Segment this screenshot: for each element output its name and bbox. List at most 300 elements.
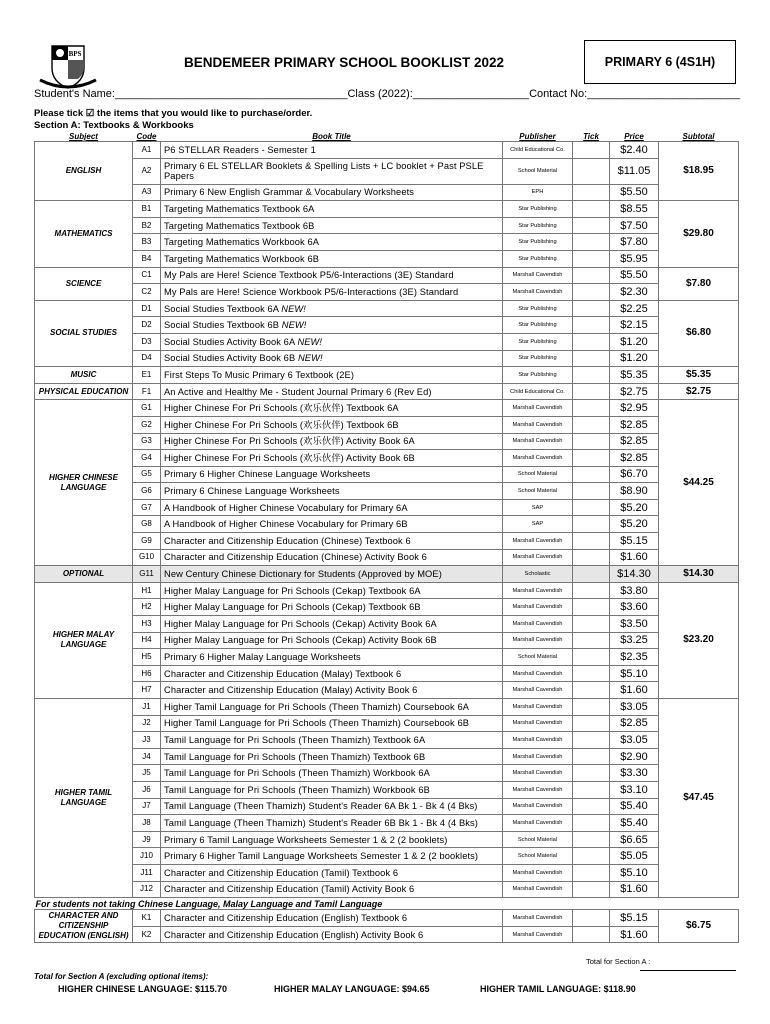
table-row bbox=[35, 926, 739, 943]
subtotal-cell: $7.80 bbox=[659, 267, 739, 300]
tick-box[interactable] bbox=[573, 715, 610, 732]
tick-box[interactable] bbox=[573, 466, 610, 483]
col-subject: Subject bbox=[69, 132, 98, 141]
book-title bbox=[161, 300, 503, 317]
publisher: SAP bbox=[503, 499, 573, 516]
price: $2.35 bbox=[610, 649, 659, 666]
tick-box[interactable] bbox=[573, 158, 610, 184]
item-code: H4 bbox=[133, 632, 161, 649]
table-row bbox=[35, 158, 739, 184]
tick-box[interactable] bbox=[573, 142, 610, 159]
book-title bbox=[161, 732, 503, 749]
book-title-text: Character and Citizenship Education (Malay) Textbook 6 bbox=[164, 668, 402, 679]
subject-cell: HIGHER MALAY LANGUAGE bbox=[35, 582, 133, 698]
table-row bbox=[35, 184, 739, 201]
tick-box[interactable] bbox=[573, 599, 610, 616]
book-title-text: P6 STELLAR Readers - Semester 1 bbox=[164, 144, 316, 155]
tick-box[interactable] bbox=[573, 433, 610, 450]
tick-box[interactable] bbox=[573, 632, 610, 649]
price: $3.50 bbox=[610, 616, 659, 633]
publisher: Marshall Cavendish bbox=[503, 781, 573, 798]
price: $2.75 bbox=[610, 383, 659, 400]
book-title-text: Character and Citizenship Education (English) Activity Book 6 bbox=[164, 929, 424, 940]
price: $3.60 bbox=[610, 599, 659, 616]
book-title bbox=[161, 499, 503, 516]
publisher: Marshall Cavendish bbox=[503, 798, 573, 815]
tick-box[interactable] bbox=[573, 781, 610, 798]
item-code: J12 bbox=[133, 881, 161, 898]
book-title-text: Primary 6 New English Grammar & Vocabulary Worksheets bbox=[164, 187, 415, 198]
publisher: Marshall Cavendish bbox=[503, 284, 573, 301]
malay-total: HIGHER MALAY LANGUAGE: $94.65 bbox=[274, 984, 430, 994]
item-code: A2 bbox=[133, 158, 161, 184]
item-code: H6 bbox=[133, 665, 161, 682]
book-title bbox=[161, 217, 503, 234]
book-title bbox=[161, 798, 503, 815]
price: $5.15 bbox=[610, 533, 659, 550]
book-title-text: Tamil Language (Theen Thamizh) Student's Reader 6A Bk 1 - Bk 4 (4 Bks) bbox=[164, 801, 478, 812]
table-row bbox=[35, 798, 739, 815]
note-text: For students not taking Chinese Language, Malay Language and Tamil Language bbox=[35, 898, 383, 909]
publisher: Marshall Cavendish bbox=[503, 400, 573, 417]
book-title-text: Higher Chinese For Pri Schools (欢乐伙伴) Textbook 6A bbox=[164, 403, 399, 414]
table-row bbox=[35, 499, 739, 516]
table-row bbox=[35, 748, 739, 765]
tick-box[interactable] bbox=[573, 910, 610, 927]
book-title bbox=[161, 483, 503, 500]
table-row bbox=[35, 765, 739, 782]
item-code: J4 bbox=[133, 748, 161, 765]
col-publisher: Publisher bbox=[519, 132, 556, 141]
price: $1.60 bbox=[610, 881, 659, 898]
subtotal-cell: $6.75 bbox=[659, 910, 739, 943]
price: $3.05 bbox=[610, 699, 659, 716]
tick-box[interactable] bbox=[573, 516, 610, 533]
book-title-text: Tamil Language for Pri Schools (Theen Thamizh) Workbook 6A bbox=[164, 768, 430, 779]
book-title bbox=[161, 533, 503, 550]
publisher: Star Publishing bbox=[503, 350, 573, 367]
table-row bbox=[35, 234, 739, 251]
book-title bbox=[161, 926, 503, 943]
book-title bbox=[161, 765, 503, 782]
book-title-text: Higher Tamil Language for Pri Schools (Theen Thamizh) Coursebook 6A bbox=[164, 701, 470, 712]
tick-box[interactable] bbox=[573, 184, 610, 201]
item-code: C1 bbox=[133, 267, 161, 284]
book-title-text: My Pals are Here! Science Workbook P5/6-Interactions (3E) Standard bbox=[164, 286, 459, 297]
tick-box[interactable] bbox=[573, 201, 610, 218]
subtotal-cell: $47.45 bbox=[659, 699, 739, 898]
student-name-field[interactable]: Student's Name:______________________________________ bbox=[34, 88, 348, 100]
subject-cell: OPTIONAL bbox=[35, 566, 133, 583]
table-row bbox=[35, 649, 739, 666]
price: $2.85 bbox=[610, 450, 659, 467]
table-row bbox=[35, 333, 739, 350]
item-code: D4 bbox=[133, 350, 161, 367]
book-title-text: Targeting Mathematics Textbook 6A bbox=[164, 203, 315, 214]
book-title-text: Tamil Language for Pri Schools (Theen Thamizh) Textbook 6B bbox=[164, 751, 426, 762]
table-row bbox=[35, 350, 739, 367]
subject-cell: ENGLISH bbox=[35, 142, 133, 201]
book-title-text: Character and Citizenship Education (Chinese) Textbook 6 bbox=[164, 535, 411, 546]
book-title bbox=[161, 616, 503, 633]
publisher: School Material bbox=[503, 466, 573, 483]
tick-box[interactable] bbox=[573, 234, 610, 251]
item-code: B2 bbox=[133, 217, 161, 234]
book-title-text: A Handbook of Higher Chinese Vocabulary for Primary 6B bbox=[164, 519, 408, 530]
item-code: G1 bbox=[133, 400, 161, 417]
book-title bbox=[161, 549, 503, 566]
item-code: G4 bbox=[133, 450, 161, 467]
book-title-text: Targeting Mathematics Workbook 6A bbox=[164, 237, 320, 248]
table-row bbox=[35, 566, 739, 583]
tick-box[interactable] bbox=[573, 864, 610, 881]
book-title bbox=[161, 267, 503, 284]
tick-box[interactable] bbox=[573, 549, 610, 566]
subtotal-cell: $2.75 bbox=[659, 383, 739, 400]
chinese-total: HIGHER CHINESE LANGUAGE: $115.70 bbox=[58, 984, 228, 994]
book-title bbox=[161, 748, 503, 765]
tick-box[interactable] bbox=[573, 499, 610, 516]
price: $6.70 bbox=[610, 466, 659, 483]
table-row bbox=[35, 317, 739, 334]
tick-box[interactable] bbox=[573, 217, 610, 234]
tick-box[interactable] bbox=[573, 699, 610, 716]
item-code: H3 bbox=[133, 616, 161, 633]
tick-box[interactable] bbox=[573, 582, 610, 599]
tick-box[interactable] bbox=[573, 284, 610, 301]
publisher: Marshall Cavendish bbox=[503, 582, 573, 599]
book-title bbox=[161, 582, 503, 599]
publisher: Star Publishing bbox=[503, 250, 573, 267]
item-code: J10 bbox=[133, 848, 161, 865]
tick-box[interactable] bbox=[573, 250, 610, 267]
subtotal-cell: $6.80 bbox=[659, 300, 739, 366]
book-title bbox=[161, 350, 503, 367]
book-title bbox=[161, 450, 503, 467]
book-title-text: My Pals are Here! Science Textbook P5/6-Interactions (3E) Standard bbox=[164, 270, 454, 281]
book-title bbox=[161, 516, 503, 533]
book-title-text: Social Studies Activity Book 6B bbox=[164, 353, 296, 364]
table-row bbox=[35, 815, 739, 832]
tick-box[interactable] bbox=[573, 682, 610, 699]
item-code: H7 bbox=[133, 682, 161, 699]
book-title bbox=[161, 234, 503, 251]
tick-box[interactable] bbox=[573, 798, 610, 815]
table-row bbox=[35, 881, 739, 898]
table-row bbox=[35, 831, 739, 848]
book-title bbox=[161, 250, 503, 267]
book-title bbox=[161, 433, 503, 450]
book-title-text: Higher Malay Language for Pri Schools (Cekap) Activity Book 6A bbox=[164, 618, 437, 629]
price: $5.40 bbox=[610, 798, 659, 815]
price: $2.85 bbox=[610, 715, 659, 732]
price: $5.10 bbox=[610, 665, 659, 682]
item-code: G7 bbox=[133, 499, 161, 516]
table-row bbox=[35, 433, 739, 450]
item-code: K1 bbox=[133, 910, 161, 927]
item-code: J7 bbox=[133, 798, 161, 815]
book-title-text: Primary 6 Higher Malay Language Worksheets bbox=[164, 652, 361, 663]
book-title bbox=[161, 416, 503, 433]
book-title bbox=[161, 333, 503, 350]
book-title bbox=[161, 158, 503, 184]
table-row bbox=[35, 910, 739, 927]
table-row bbox=[35, 582, 739, 599]
booklist-table bbox=[34, 132, 739, 943]
tick-box[interactable] bbox=[573, 400, 610, 417]
subject-cell: HIGHER TAMIL LANGUAGE bbox=[35, 699, 133, 898]
table-row bbox=[35, 632, 739, 649]
publisher: Marshall Cavendish bbox=[503, 416, 573, 433]
book-title bbox=[161, 815, 503, 832]
price: $5.10 bbox=[610, 864, 659, 881]
price: $7.50 bbox=[610, 217, 659, 234]
publisher: Marshall Cavendish bbox=[503, 533, 573, 550]
item-code: J2 bbox=[133, 715, 161, 732]
new-badge: NEW! bbox=[297, 336, 323, 347]
price: $1.60 bbox=[610, 549, 659, 566]
subject-cell: PHYSICAL EDUCATION bbox=[35, 383, 133, 400]
section-a-heading: Section A: Textbooks & Workbooks bbox=[34, 120, 194, 131]
book-title bbox=[161, 466, 503, 483]
price: $11.05 bbox=[610, 158, 659, 184]
book-title-text: Character and Citizenship Education (Malay) Activity Book 6 bbox=[164, 685, 418, 696]
item-code: J8 bbox=[133, 815, 161, 832]
subject-cell: SOCIAL STUDIES bbox=[35, 300, 133, 366]
item-code: B1 bbox=[133, 201, 161, 218]
book-title-text: Tamil Language for Pri Schools (Theen Thamizh) Textbook 6A bbox=[164, 734, 426, 745]
tick-box[interactable] bbox=[573, 649, 610, 666]
tick-box[interactable] bbox=[573, 765, 610, 782]
tick-box[interactable] bbox=[573, 333, 610, 350]
subject-cell: CHARACTER AND CITIZENSHIP EDUCATION (ENGLISH) bbox=[35, 910, 133, 943]
publisher: Marshall Cavendish bbox=[503, 616, 573, 633]
book-title bbox=[161, 864, 503, 881]
item-code: B3 bbox=[133, 234, 161, 251]
price: $5.50 bbox=[610, 267, 659, 284]
book-title bbox=[161, 383, 503, 400]
class-badge: PRIMARY 6 (4S1H) bbox=[584, 40, 736, 84]
subject-cell: SCIENCE bbox=[35, 267, 133, 300]
price: $2.15 bbox=[610, 317, 659, 334]
item-code: E1 bbox=[133, 367, 161, 384]
table-row bbox=[35, 781, 739, 798]
publisher: Scholastic bbox=[503, 566, 573, 583]
contact-field[interactable]: Contact No:_________________________ bbox=[529, 88, 741, 100]
publisher: Marshall Cavendish bbox=[503, 815, 573, 832]
book-title-text: Tamil Language for Pri Schools (Theen Thamizh) Workbook 6B bbox=[164, 784, 430, 795]
price: $2.85 bbox=[610, 416, 659, 433]
class-field[interactable]: Class (2022):___________________ bbox=[347, 88, 530, 100]
publisher: Marshall Cavendish bbox=[503, 450, 573, 467]
logo-text: BPS bbox=[68, 50, 82, 58]
publisher: SAP bbox=[503, 516, 573, 533]
book-title bbox=[161, 284, 503, 301]
tick-box[interactable] bbox=[573, 732, 610, 749]
item-code: G6 bbox=[133, 483, 161, 500]
tick-box[interactable] bbox=[573, 566, 610, 583]
total-note: Total for Section A (excluding optional items): bbox=[34, 972, 209, 981]
table-row bbox=[35, 250, 739, 267]
book-title bbox=[161, 317, 503, 334]
tick-box[interactable] bbox=[573, 926, 610, 943]
item-code: G8 bbox=[133, 516, 161, 533]
publisher: School Material bbox=[503, 649, 573, 666]
price: $1.20 bbox=[610, 333, 659, 350]
tick-box[interactable] bbox=[573, 317, 610, 334]
table-row bbox=[35, 848, 739, 865]
publisher: Marshall Cavendish bbox=[503, 765, 573, 782]
tick-box[interactable] bbox=[573, 616, 610, 633]
publisher: Star Publishing bbox=[503, 217, 573, 234]
price: $8.90 bbox=[610, 483, 659, 500]
item-code: H2 bbox=[133, 599, 161, 616]
publisher: EPH bbox=[503, 184, 573, 201]
book-title-text: Higher Chinese For Pri Schools (欢乐伙伴) Textbook 6B bbox=[164, 419, 399, 430]
table-row bbox=[35, 450, 739, 467]
publisher: Marshall Cavendish bbox=[503, 748, 573, 765]
publisher: Marshall Cavendish bbox=[503, 682, 573, 699]
tick-box[interactable] bbox=[573, 848, 610, 865]
tick-box[interactable] bbox=[573, 300, 610, 317]
subject-cell: MATHEMATICS bbox=[35, 201, 133, 267]
tick-box[interactable] bbox=[573, 748, 610, 765]
item-code: A1 bbox=[133, 142, 161, 159]
publisher: Marshall Cavendish bbox=[503, 732, 573, 749]
book-title bbox=[161, 566, 503, 583]
book-title bbox=[161, 781, 503, 798]
publisher: Marshall Cavendish bbox=[503, 881, 573, 898]
tick-box[interactable] bbox=[573, 367, 610, 384]
table-row bbox=[35, 217, 739, 234]
subtotal-cell: $23.20 bbox=[659, 582, 739, 698]
book-title-text: Higher Malay Language for Pri Schools (Cekap) Activity Book 6B bbox=[164, 635, 437, 646]
tick-box[interactable] bbox=[573, 665, 610, 682]
table-row bbox=[35, 483, 739, 500]
item-code: G3 bbox=[133, 433, 161, 450]
publisher: Marshall Cavendish bbox=[503, 910, 573, 927]
book-title-text: Primary 6 Higher Tamil Language Worksheets Semester 1 & 2 (2 booklets) bbox=[164, 851, 479, 862]
book-title-text: Social Studies Textbook 6A bbox=[164, 303, 279, 314]
price: $6.65 bbox=[610, 831, 659, 848]
price: $2.90 bbox=[610, 748, 659, 765]
item-code: B4 bbox=[133, 250, 161, 267]
subject-cell: MUSIC bbox=[35, 367, 133, 384]
instructions bbox=[34, 108, 312, 132]
book-title-text: Social Studies Activity Book 6A bbox=[164, 336, 295, 347]
price: $3.25 bbox=[610, 632, 659, 649]
price: $2.95 bbox=[610, 400, 659, 417]
price: $3.30 bbox=[610, 765, 659, 782]
student-info-line bbox=[34, 88, 741, 100]
subtotal-cell: $5.35 bbox=[659, 367, 739, 384]
table-row bbox=[35, 699, 739, 716]
booklist-title: BENDEMEER PRIMARY SCHOOL BOOKLIST 2022 bbox=[183, 54, 505, 70]
table-row bbox=[35, 383, 739, 400]
book-title bbox=[161, 201, 503, 218]
price: $1.20 bbox=[610, 350, 659, 367]
col-title: Book Title bbox=[312, 132, 351, 141]
book-title bbox=[161, 184, 503, 201]
total-section-a-label: Total for Section A : bbox=[586, 957, 651, 966]
table-row bbox=[35, 367, 739, 384]
price: $5.35 bbox=[610, 367, 659, 384]
tick-box[interactable] bbox=[573, 267, 610, 284]
book-title bbox=[161, 665, 503, 682]
col-tick: Tick bbox=[583, 132, 599, 141]
price: $5.15 bbox=[610, 910, 659, 927]
item-code: D1 bbox=[133, 300, 161, 317]
subtotal-cell: $14.30 bbox=[659, 566, 739, 583]
table-row bbox=[35, 864, 739, 881]
tick-box[interactable] bbox=[573, 450, 610, 467]
publisher: Star Publishing bbox=[503, 317, 573, 334]
price: $3.80 bbox=[610, 582, 659, 599]
item-code: J9 bbox=[133, 831, 161, 848]
tick-box[interactable] bbox=[573, 815, 610, 832]
publisher: School Material bbox=[503, 158, 573, 184]
col-subtotal: Subtotal bbox=[682, 132, 715, 141]
publisher: Marshall Cavendish bbox=[503, 864, 573, 881]
price: $2.30 bbox=[610, 284, 659, 301]
subject-cell: HIGHER CHINESE LANGUAGE bbox=[35, 400, 133, 566]
note-row bbox=[35, 898, 739, 910]
tick-box[interactable] bbox=[573, 533, 610, 550]
tick-box[interactable] bbox=[573, 416, 610, 433]
publisher: Marshall Cavendish bbox=[503, 632, 573, 649]
table-row bbox=[35, 549, 739, 566]
tick-box[interactable] bbox=[573, 383, 610, 400]
book-title-text: Tamil Language (Theen Thamizh) Student's Reader 6B Bk 1 - Bk 4 (4 Bks) bbox=[164, 817, 479, 828]
new-badge: NEW! bbox=[281, 320, 307, 331]
publisher: Marshall Cavendish bbox=[503, 433, 573, 450]
table-row bbox=[35, 466, 739, 483]
item-code: G5 bbox=[133, 466, 161, 483]
price: $3.10 bbox=[610, 781, 659, 798]
item-code: J11 bbox=[133, 864, 161, 881]
price: $5.20 bbox=[610, 516, 659, 533]
table-row bbox=[35, 400, 739, 417]
publisher: School Material bbox=[503, 483, 573, 500]
publisher: Marshall Cavendish bbox=[503, 699, 573, 716]
item-code: H1 bbox=[133, 582, 161, 599]
publisher: Child Educational Co. bbox=[503, 383, 573, 400]
publisher: Child Educational Co. bbox=[503, 142, 573, 159]
book-title-text: Targeting Mathematics Textbook 6B bbox=[164, 220, 315, 231]
item-code: H5 bbox=[133, 649, 161, 666]
item-code: J1 bbox=[133, 699, 161, 716]
price: $2.40 bbox=[610, 142, 659, 159]
col-price: Price bbox=[624, 132, 644, 141]
item-code: F1 bbox=[133, 383, 161, 400]
item-code: G10 bbox=[133, 549, 161, 566]
item-code: G2 bbox=[133, 416, 161, 433]
subtotal-cell: $29.80 bbox=[659, 201, 739, 267]
publisher: Star Publishing bbox=[503, 201, 573, 218]
tick-box[interactable] bbox=[573, 483, 610, 500]
tick-box[interactable] bbox=[573, 831, 610, 848]
table-row bbox=[35, 267, 739, 284]
book-title bbox=[161, 699, 503, 716]
tick-box[interactable] bbox=[573, 350, 610, 367]
book-title-text: Character and Citizenship Education (Chinese) Activity Book 6 bbox=[164, 552, 427, 563]
new-badge: NEW! bbox=[297, 353, 323, 364]
total-section-a-field[interactable] bbox=[640, 970, 736, 971]
tick-box[interactable] bbox=[573, 881, 610, 898]
book-title-text: Higher Chinese For Pri Schools (欢乐伙伴) Activity Book 6A bbox=[164, 436, 415, 447]
table-header-row bbox=[35, 132, 739, 142]
book-title-text: First Steps To Music Primary 6 Textbook (2E) bbox=[164, 369, 355, 380]
